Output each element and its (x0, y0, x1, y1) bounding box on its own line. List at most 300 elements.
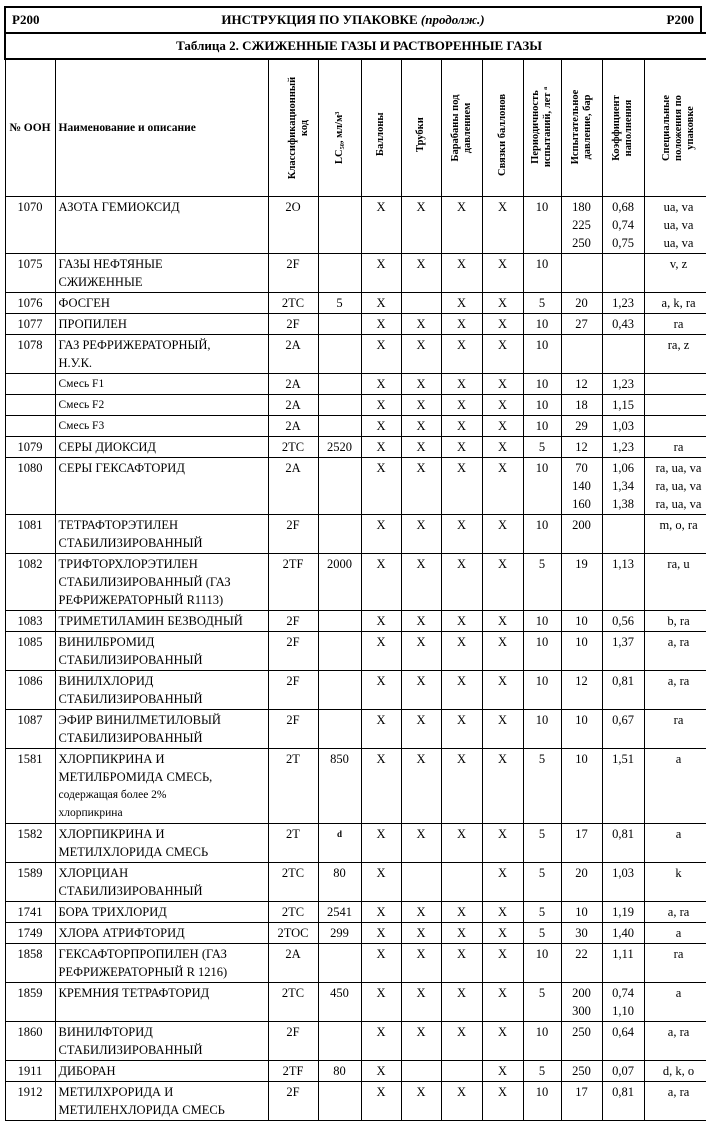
test-pressure-line: 17 (565, 1083, 599, 1101)
tubes-mark: X (401, 515, 441, 554)
test-pressure-line: 10 (565, 750, 599, 768)
filling-ratio-line: 1,13 (606, 555, 641, 573)
special-provisions (644, 611, 706, 632)
un-number: 1082 (5, 554, 55, 611)
test-period: 10 (523, 1022, 561, 1061)
test-pressure-line: 70 (565, 459, 599, 477)
filling-ratio (602, 671, 644, 710)
filling-ratio-line: 0,43 (606, 315, 641, 333)
test-pressure-line: 19 (565, 555, 599, 573)
test-pressure (561, 197, 602, 254)
cylinders-mark: X (361, 254, 401, 293)
lc50-value: 850 (318, 749, 361, 824)
tubes-mark: X (401, 749, 441, 824)
test-pressure (561, 671, 602, 710)
test-period: 10 (523, 611, 561, 632)
filling-ratio-line: 0,81 (606, 825, 641, 843)
special-provisions (644, 254, 706, 293)
table-row (5, 293, 706, 314)
filling-ratio-line: 1,06 (606, 459, 641, 477)
col-header-drums-text: Барабаны под давлением (450, 82, 474, 174)
table-row (5, 671, 706, 710)
name-line: ТЕТРАФТОРЭТИЛЕН (59, 516, 265, 534)
filling-ratio (602, 749, 644, 824)
tubes-mark: X (401, 458, 441, 515)
lc50-value: 2541 (318, 902, 361, 923)
filling-ratio-line: 1,10 (606, 1002, 641, 1020)
col-header-name: Наименование и описание (55, 59, 268, 197)
col-header-tubes-text: Трубки (415, 117, 427, 152)
special-provisions-line (648, 417, 706, 435)
test-pressure (561, 314, 602, 335)
filling-ratio (602, 923, 644, 944)
test-pressure-line: 225 (565, 216, 599, 234)
drums-mark: X (441, 671, 482, 710)
classification-code: 2TF (268, 554, 318, 611)
drums-mark: X (441, 314, 482, 335)
drums-mark: X (441, 611, 482, 632)
filling-ratio (602, 1061, 644, 1082)
name-line: ХЛОРПИКРИНА И (59, 825, 265, 843)
name-line: СТАБИЛИЗИРОВАННЫЙ (59, 882, 265, 900)
table-row (5, 554, 706, 611)
substance-name (55, 437, 268, 458)
tubes-mark: X (401, 1022, 441, 1061)
special-provisions-line: a, ra (648, 1023, 706, 1041)
table-row (5, 983, 706, 1022)
test-pressure-line: 17 (565, 825, 599, 843)
drums-mark: X (441, 554, 482, 611)
header-right-code: P200 (667, 12, 694, 28)
header-title-text: ИНСТРУКЦИЯ ПО УПАКОВКЕ (221, 12, 417, 27)
special-provisions-line: ua, va (648, 216, 706, 234)
name-line: Смесь F2 (59, 396, 265, 414)
col-header-pressure-text: Испытательное давление, бар (570, 68, 594, 186)
table-row (5, 335, 706, 374)
tubes-mark: X (401, 710, 441, 749)
cylinders-mark: X (361, 1061, 401, 1082)
name-line: МЕТИЛХРОРИДА И (59, 1083, 265, 1101)
special-provisions (644, 902, 706, 923)
cylinders-mark: X (361, 902, 401, 923)
header-title (39, 12, 666, 28)
test-period: 10 (523, 710, 561, 749)
filling-ratio-line: 1,11 (606, 945, 641, 963)
filling-ratio-line: 0,56 (606, 612, 641, 630)
substance-name (55, 1022, 268, 1061)
un-number: 1070 (5, 197, 55, 254)
filling-ratio-line: 0,67 (606, 711, 641, 729)
substance-name (55, 293, 268, 314)
classification-code: 2O (268, 197, 318, 254)
special-provisions (644, 923, 706, 944)
test-pressure (561, 824, 602, 863)
table-row (5, 458, 706, 515)
cylinders-mark: X (361, 374, 401, 395)
bundles-mark: X (482, 515, 523, 554)
special-provisions-line (648, 396, 706, 414)
special-provisions (644, 197, 706, 254)
tubes-mark: X (401, 254, 441, 293)
bundles-mark: X (482, 314, 523, 335)
un-number: 1859 (5, 983, 55, 1022)
name-line: СТАБИЛИЗИРОВАННЫЙ (ГАЗ (59, 573, 265, 591)
test-pressure (561, 863, 602, 902)
test-pressure-line: 12 (565, 672, 599, 690)
test-period: 5 (523, 902, 561, 923)
test-period: 10 (523, 944, 561, 983)
lc50-value: 80 (318, 1061, 361, 1082)
special-provisions-line: ua, va (648, 198, 706, 216)
drums-mark: X (441, 293, 482, 314)
test-period: 5 (523, 983, 561, 1022)
filling-ratio-line: 1,37 (606, 633, 641, 651)
filling-ratio-line: 1,03 (606, 864, 641, 882)
filling-ratio-line: 0,74 (606, 984, 641, 1002)
col-header-drums (441, 59, 482, 197)
substance-name (55, 515, 268, 554)
test-pressure (561, 1061, 602, 1082)
cylinders-mark: X (361, 515, 401, 554)
filling-ratio (602, 611, 644, 632)
test-period: 5 (523, 863, 561, 902)
name-line: Н.У.К. (59, 354, 265, 372)
test-pressure (561, 395, 602, 416)
bundles-mark: X (482, 923, 523, 944)
col-header-cylinders (361, 59, 401, 197)
special-provisions-line: ra (648, 945, 706, 963)
lc50-value (318, 395, 361, 416)
test-pressure-line: 27 (565, 315, 599, 333)
table-row (5, 1082, 706, 1121)
tubes-mark (401, 1061, 441, 1082)
tubes-mark: X (401, 611, 441, 632)
drums-mark: X (441, 515, 482, 554)
cylinders-mark: X (361, 437, 401, 458)
classification-code: 2TC (268, 902, 318, 923)
filling-ratio-line (606, 336, 641, 354)
name-line: ВИНИЛХЛОРИД (59, 672, 265, 690)
name-line: КРЕМНИЯ ТЕТРАФТОРИД (59, 984, 265, 1002)
filling-ratio-line: 1,34 (606, 477, 641, 495)
table-row (5, 1022, 706, 1061)
filling-ratio (602, 293, 644, 314)
filling-ratio-line: 1,51 (606, 750, 641, 768)
test-pressure-line: 20 (565, 864, 599, 882)
classification-code: 2TF (268, 1061, 318, 1082)
lc50-value: 450 (318, 983, 361, 1022)
filling-ratio (602, 710, 644, 749)
un-number (5, 416, 55, 437)
test-pressure (561, 293, 602, 314)
name-line: СЕРЫ ДИОКСИД (59, 438, 265, 456)
bundles-mark: X (482, 863, 523, 902)
classification-code: 2TC (268, 983, 318, 1022)
cylinders-mark: X (361, 416, 401, 437)
un-number: 1081 (5, 515, 55, 554)
tubes-mark: X (401, 437, 441, 458)
un-number (5, 395, 55, 416)
un-number: 1083 (5, 611, 55, 632)
special-provisions-line: a, ra (648, 633, 706, 651)
un-number: 1075 (5, 254, 55, 293)
drums-mark: X (441, 1082, 482, 1121)
substance-name (55, 1082, 268, 1121)
test-period: 10 (523, 416, 561, 437)
special-provisions-line: a (648, 750, 706, 768)
col-header-lc-text: LC₅₀, мл/м³ (334, 112, 346, 164)
test-pressure-line: 250 (565, 1062, 599, 1080)
drums-mark: X (441, 923, 482, 944)
filling-ratio-line (606, 516, 641, 534)
cylinders-mark: X (361, 293, 401, 314)
filling-ratio (602, 554, 644, 611)
special-provisions-line: d, k, o (648, 1062, 706, 1080)
special-provisions (644, 416, 706, 437)
filling-ratio-line: 1,15 (606, 396, 641, 414)
bundles-mark: X (482, 611, 523, 632)
cylinders-mark: X (361, 632, 401, 671)
col-header-lc (318, 59, 361, 197)
tubes-mark: X (401, 632, 441, 671)
test-period: 5 (523, 554, 561, 611)
test-pressure (561, 902, 602, 923)
substance-name (55, 710, 268, 749)
classification-code: 2TC (268, 863, 318, 902)
special-provisions-line: a (648, 825, 706, 843)
table-row (5, 632, 706, 671)
bundles-mark: X (482, 632, 523, 671)
col-header-special-text: Специальные положения по упаковке (661, 72, 697, 184)
col-header-bundles-text: Связки баллонов (497, 94, 509, 176)
cylinders-mark: X (361, 314, 401, 335)
substance-name (55, 923, 268, 944)
special-provisions-line: b, ra (648, 612, 706, 630)
filling-ratio (602, 335, 644, 374)
tubes-mark (401, 863, 441, 902)
test-period: 10 (523, 395, 561, 416)
tubes-mark: X (401, 395, 441, 416)
table-row (5, 749, 706, 824)
special-provisions-line: v, z (648, 255, 706, 273)
classification-code: 2F (268, 671, 318, 710)
special-provisions-line: ra (648, 711, 706, 729)
special-provisions (644, 983, 706, 1022)
filling-ratio-line: 0,81 (606, 1083, 641, 1101)
test-pressure-line: 250 (565, 1023, 599, 1041)
test-pressure-line: 200 (565, 516, 599, 534)
test-pressure (561, 554, 602, 611)
test-period: 5 (523, 749, 561, 824)
cylinders-mark: X (361, 710, 401, 749)
classification-code: 2A (268, 395, 318, 416)
filling-ratio (602, 374, 644, 395)
name-line: БОРА ТРИХЛОРИД (59, 903, 265, 921)
name-line: ДИБОРАН (59, 1062, 265, 1080)
classification-code: 2TC (268, 293, 318, 314)
lc50-value: 299 (318, 923, 361, 944)
substance-name (55, 983, 268, 1022)
filling-ratio-line: 1,38 (606, 495, 641, 513)
un-number: 1077 (5, 314, 55, 335)
drums-mark: X (441, 458, 482, 515)
bundles-mark: X (482, 1082, 523, 1121)
col-header-cylinders-text: Баллоны (375, 112, 387, 156)
name-line: СЖИЖЕННЫЕ (59, 273, 265, 291)
special-provisions-line: a, k, ra (648, 294, 706, 312)
name-line: ТРИМЕТИЛАМИН БЕЗВОДНЫЙ (59, 612, 265, 630)
tubes-mark: X (401, 416, 441, 437)
substance-name (55, 395, 268, 416)
filling-ratio (602, 1082, 644, 1121)
filling-ratio (602, 314, 644, 335)
col-header-fill (602, 59, 644, 197)
name-line: СТАБИЛИЗИРОВАННЫЙ (59, 534, 265, 552)
table-row (5, 863, 706, 902)
drums-mark: X (441, 254, 482, 293)
drums-mark: X (441, 710, 482, 749)
special-provisions-line: ra (648, 438, 706, 456)
drums-mark: X (441, 395, 482, 416)
filling-ratio-line: 0,64 (606, 1023, 641, 1041)
filling-ratio-line (606, 255, 641, 273)
special-provisions-line: a (648, 984, 706, 1002)
tubes-mark: X (401, 824, 441, 863)
special-provisions-line (648, 375, 706, 393)
name-line: МЕТИЛБРОМИДА СМЕСЬ, (59, 768, 265, 786)
test-pressure-line: 300 (565, 1002, 599, 1020)
test-period: 5 (523, 1061, 561, 1082)
special-provisions (644, 554, 706, 611)
test-period: 5 (523, 293, 561, 314)
special-provisions (644, 671, 706, 710)
lc50-value (318, 671, 361, 710)
test-pressure (561, 458, 602, 515)
test-period: 10 (523, 515, 561, 554)
lc50-value: 2000 (318, 554, 361, 611)
test-pressure-line: 30 (565, 924, 599, 942)
test-period: 5 (523, 923, 561, 944)
lc50-value (318, 632, 361, 671)
cylinders-mark: X (361, 611, 401, 632)
special-provisions (644, 335, 706, 374)
classification-code: 2F (268, 254, 318, 293)
test-pressure (561, 254, 602, 293)
name-line: Смесь F3 (59, 417, 265, 435)
special-provisions-line: a, ra (648, 672, 706, 690)
un-number: 1078 (5, 335, 55, 374)
test-pressure (561, 416, 602, 437)
col-header-special (644, 59, 706, 197)
classification-code: 2F (268, 632, 318, 671)
test-pressure (561, 632, 602, 671)
bundles-mark: X (482, 254, 523, 293)
name-line: ГАЗ РЕФРИЖЕРАТОРНЫЙ, (59, 336, 265, 354)
name-line: ХЛОРЦИАН (59, 864, 265, 882)
table-row (5, 197, 706, 254)
bundles-mark: X (482, 458, 523, 515)
cylinders-mark: X (361, 395, 401, 416)
table-row (5, 416, 706, 437)
test-pressure-line: 18 (565, 396, 599, 414)
lc50-value (318, 374, 361, 395)
un-number: 1860 (5, 1022, 55, 1061)
filling-ratio (602, 632, 644, 671)
classification-code: 2A (268, 374, 318, 395)
un-number: 1080 (5, 458, 55, 515)
test-pressure-line: 10 (565, 711, 599, 729)
special-provisions (644, 944, 706, 983)
drums-mark: X (441, 1022, 482, 1061)
filling-ratio (602, 863, 644, 902)
bundles-mark: X (482, 335, 523, 374)
footnote-marker: d (337, 829, 342, 839)
drums-mark: X (441, 632, 482, 671)
cylinders-mark: X (361, 923, 401, 944)
un-number: 1087 (5, 710, 55, 749)
test-pressure-line: 10 (565, 903, 599, 921)
table-row (5, 254, 706, 293)
test-pressure-line: 200 (565, 984, 599, 1002)
substance-name (55, 335, 268, 374)
table-caption: Таблица 2. СЖИЖЕННЫЕ ГАЗЫ И РАСТВОРЕННЫЕ ГАЗЫ (5, 33, 706, 59)
substance-name (55, 863, 268, 902)
substance-name (55, 632, 268, 671)
cylinders-mark: X (361, 197, 401, 254)
bundles-mark: X (482, 293, 523, 314)
tubes-mark: X (401, 197, 441, 254)
test-period: 10 (523, 314, 561, 335)
test-pressure-line: 22 (565, 945, 599, 963)
table-body (5, 197, 706, 1121)
substance-name (55, 749, 268, 824)
lc50-value (318, 1022, 361, 1061)
bundles-mark: X (482, 824, 523, 863)
table-row (5, 395, 706, 416)
cylinders-mark: X (361, 1022, 401, 1061)
lc50-value (318, 335, 361, 374)
classification-code: 2F (268, 314, 318, 335)
page-header (4, 6, 702, 32)
name-line: ХЛОРПИКРИНА И (59, 750, 265, 768)
test-period: 5 (523, 824, 561, 863)
special-provisions (644, 863, 706, 902)
special-provisions (644, 1061, 706, 1082)
tubes-mark: X (401, 554, 441, 611)
lc50-value (318, 611, 361, 632)
name-line: АЗОТА ГЕМИОКСИД (59, 198, 265, 216)
special-provisions-line: m, o, ra (648, 516, 706, 534)
special-provisions (644, 710, 706, 749)
name-line: СЕРЫ ГЕКСАФТОРИД (59, 459, 265, 477)
substance-name (55, 671, 268, 710)
lc50-value: 80 (318, 863, 361, 902)
drums-mark: X (441, 749, 482, 824)
special-provisions (644, 314, 706, 335)
substance-name (55, 554, 268, 611)
substance-name (55, 944, 268, 983)
drums-mark: X (441, 944, 482, 983)
table-row (5, 923, 706, 944)
filling-ratio (602, 197, 644, 254)
substance-name (55, 458, 268, 515)
filling-ratio-line: 0,81 (606, 672, 641, 690)
bundles-mark: X (482, 554, 523, 611)
drums-mark: X (441, 374, 482, 395)
name-extra-line: содержащая более 2% (59, 786, 265, 804)
name-line: СТАБИЛИЗИРОВАННЫЙ (59, 729, 265, 747)
tubes-mark: X (401, 902, 441, 923)
